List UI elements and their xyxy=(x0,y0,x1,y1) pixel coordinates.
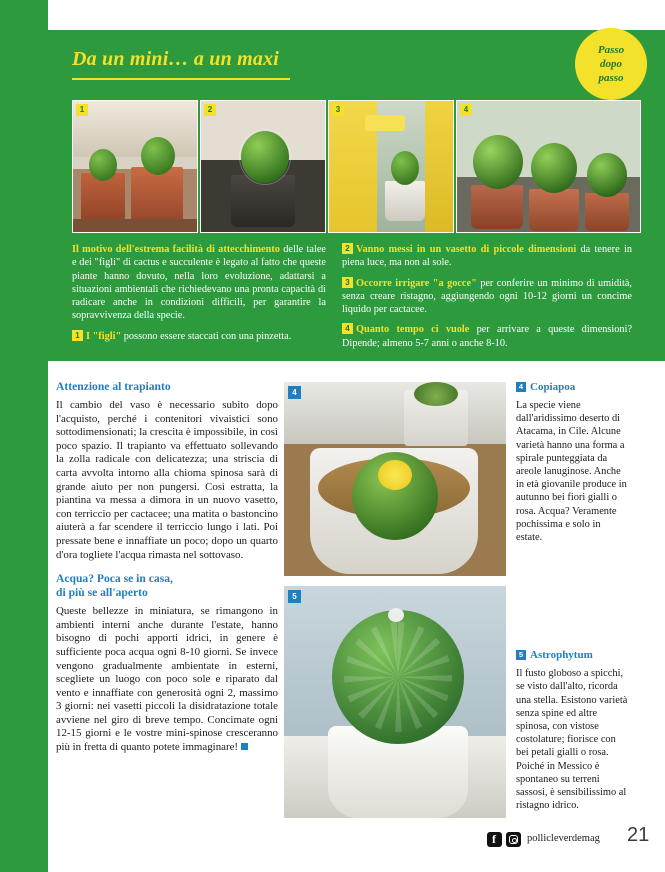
header-paragraph-2-rest: da tenere in piena luce, ma non al sole. xyxy=(342,244,632,269)
header-step-number-2: 2 xyxy=(342,243,353,254)
step-photo-2 xyxy=(200,100,326,233)
header-step-number-3: 3 xyxy=(342,277,353,288)
header-paragraph-intro-lead: Il motivo dell'estrema facilità di attecchimento xyxy=(72,244,280,255)
header-paragraph-1-rest: possono essere staccati con una pinzetta. xyxy=(121,330,292,342)
section-text-acqua xyxy=(56,605,278,755)
section-text-acqua-body: Queste bellezze in miniatura, se rimangono in ambienti interni anche durante l'estate, hanno bisogno di pochi apporti idrici, in genere è sufficiente poca acqua ogni 8-10 giorni. Se invece vengono gradualmente ambientate in esterni, scegliete un luogo con poco sole e riparato dal vento e innaffiate con generosità ogni 2, massimo 3 giorni: nei vasetti piccoli la disidratazione totale avviene nel giro di breve tempo. Concimate ogni 12-15 giorni e le vostre mini-spinose cresceranno più in fretta di quanto potete immaginare! xyxy=(56,605,278,754)
social-handle: pollicleverdemag xyxy=(527,833,600,844)
header-paragraph-4-rest: per arrivare a queste dimensioni? Dipende; almeno 5-7 anni o anche 8-10. xyxy=(342,324,633,349)
badge-line-2: dopo xyxy=(600,58,622,70)
section-title-acqua xyxy=(56,572,278,600)
end-of-article-mark xyxy=(241,743,248,750)
header-step-number-4: 4 xyxy=(342,323,353,334)
article-left-column xyxy=(56,380,278,765)
badge-line-3: passo xyxy=(598,72,624,84)
section-title-trapianto: Attenzione al trapianto xyxy=(56,380,171,393)
section-title-astrophytum-text: Astrophytum xyxy=(530,649,593,662)
section-number-copiapoa: 4 xyxy=(516,382,526,392)
step-photo-1 xyxy=(72,100,198,233)
header-step-number-1: 1 xyxy=(72,330,83,341)
passo-dopo-passo-badge xyxy=(575,28,647,100)
instagram-icon[interactable] xyxy=(506,832,521,847)
step-photo-1-number: 1 xyxy=(76,104,88,116)
header-paragraph-1 xyxy=(72,330,326,343)
section-number-astrophytum: 5 xyxy=(516,650,526,660)
instagram-glyph xyxy=(509,835,518,844)
title-underline xyxy=(72,78,290,80)
header-paragraph-intro xyxy=(72,243,326,323)
facebook-icon[interactable] xyxy=(487,832,502,847)
section-title-astrophytum xyxy=(516,648,628,662)
photo-copiapoa-number: 4 xyxy=(288,386,301,399)
step-photo-3-number: 3 xyxy=(332,104,344,116)
header-paragraph-3-rest: per conferire un minimo di umidità, senza creare ristagno, aggiungendo ogni 10-12 giorni un concime liquido per cactacee. xyxy=(342,277,633,316)
article-right-column xyxy=(516,380,628,822)
header-paragraph-3 xyxy=(342,277,632,317)
page-title: Da un mini… a un maxi xyxy=(72,48,280,70)
step-photo-4-number: 4 xyxy=(460,104,472,116)
section-title-acqua-line2: di più se all'aperto xyxy=(56,586,148,600)
step-photo-4 xyxy=(456,100,641,233)
section-text-astrophytum: Il fusto globoso a spicchi, se visto dall'alto, ricorda una stella. Esistono varietà senza spine ed altre spinosa, con vistose costolature; fiorisce con bei petali gialli o rosa. Poiché in Messico è spontaneo su terreni sassosi, è sensibilissimo al ristagno idrico. xyxy=(516,668,628,812)
left-green-bar xyxy=(0,0,48,872)
section-title-acqua-line1: Acqua? Poca se in casa, xyxy=(56,572,173,586)
header-paragraph-intro-rest: delle talee e dei "figli" di cactus e succulente è legato al fatto che queste piante hanno dovuto, nella loro evoluzione, adattarsi a situazioni ambientali che richiedevano una pronta capacità di radicare anche in condizioni difficili, per garantire la sopravvivenza della specie. xyxy=(72,244,326,322)
step-photo-2-number: 2 xyxy=(204,104,216,116)
facebook-glyph: f xyxy=(492,832,496,846)
header-paragraph-1-lead: I "figli" xyxy=(86,330,122,342)
header-paragraph-2 xyxy=(342,243,632,270)
photo-astrophytum-number: 5 xyxy=(288,590,301,603)
step-photo-3 xyxy=(328,100,454,233)
header-text-left xyxy=(72,243,326,350)
section-title-copiapoa-text: Copiapoa xyxy=(530,381,576,393)
header-paragraph-3-lead: Occorre irrigare "a gocce" xyxy=(356,277,477,289)
section-text-copiapoa: La specie viene dall'aridissimo deserto di Atacama, in Cile. Alcune varietà hanno una forma a spirale punteggiata da areole lanuginose. Anche in età giovanile produce in autunno bei fiori gialli o rosa. Acqua? Veramente pochissima e solo in estate. xyxy=(516,400,627,544)
section-text-trapianto: Il cambio del vaso è necessario subito dopo l'acquisto, perché i contenitori vivaistici sono sottodimensionati; la crescita è impossibile, in così poco spazio. Il trapianto va effettuato sollevando la zolla radicale con delicatezza; una striscia di carta avvolta intorno alla chioma spinosa sarà di grande aiuto per non pungersi. Così estratta, la piantina va messa a dimora in un nuovo vasetto, con terriccio per cactacee; una matita o bastoncino aiuterà a far scendere il terriccio lungo i lati. Poi pressate bene e innaffiate un poco; dopo un quarto d'ora togliete l'acqua rimasta nel sottovaso. xyxy=(56,399,278,561)
photo-astrophytum xyxy=(284,586,506,818)
photo-copiapoa xyxy=(284,382,506,576)
section-title-copiapoa xyxy=(516,380,628,394)
header-paragraph-4-lead: Quanto tempo ci vuole xyxy=(356,324,470,336)
badge-line-1: Passo xyxy=(597,44,625,56)
header-paragraph-2-lead: Vanno messi in un vasetto di piccole dimensioni xyxy=(356,244,577,255)
header-paragraph-4 xyxy=(342,323,632,350)
header-text-right xyxy=(342,243,632,357)
page-number: 21 xyxy=(627,824,650,846)
